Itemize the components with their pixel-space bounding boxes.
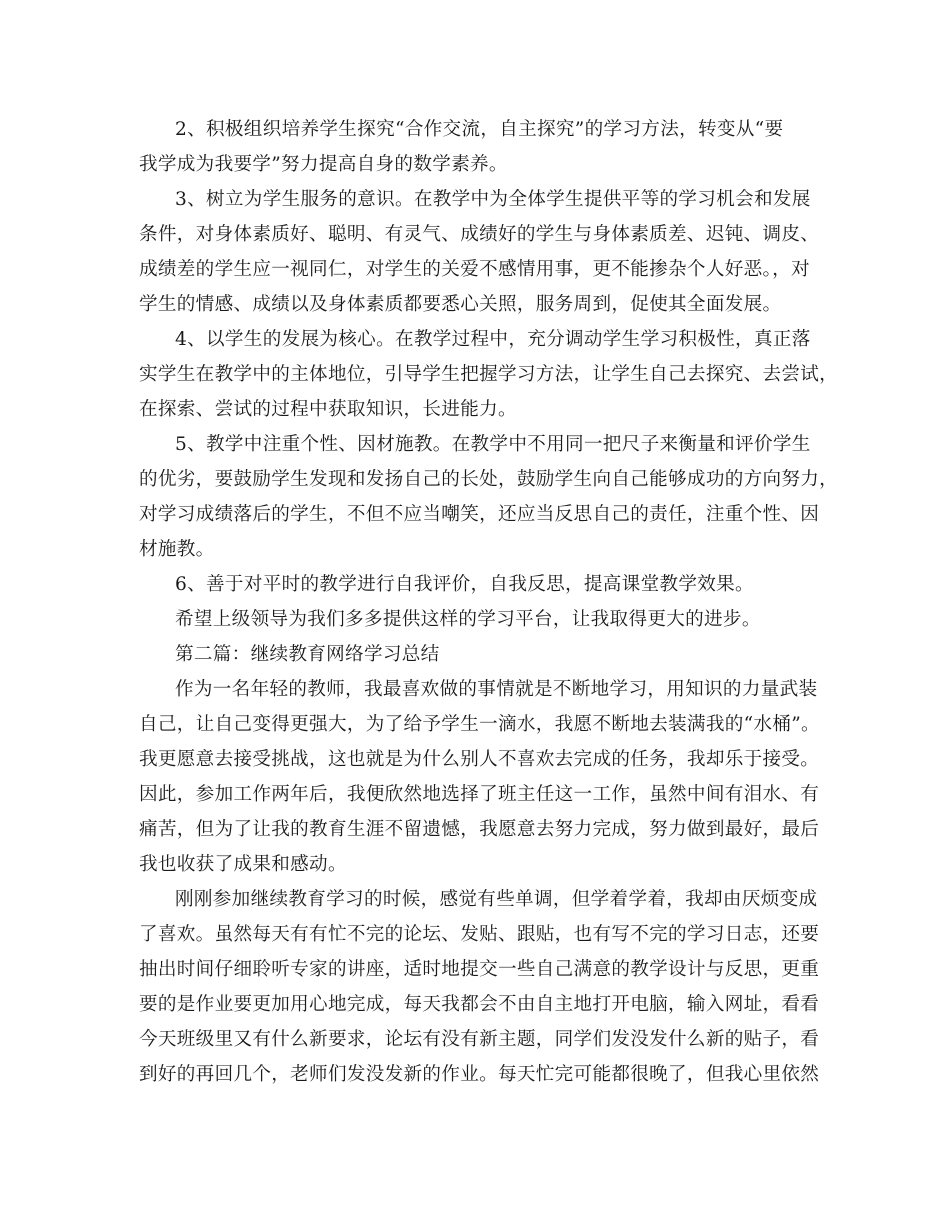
paragraph-line: 4、以学生的发展为核心。在教学过程中，充分调动学生学习积极性，真正落 — [175, 329, 811, 350]
paragraph-line: 刚刚参加继续教育学习的时候，感觉有些单调，但学着学着，我却由厌烦变成 — [175, 889, 818, 910]
paragraph-line: 我也收获了成果和感动。 — [139, 854, 347, 875]
paragraph-line: 因此，参加工作两年后，我便欣然地选择了班主任这一工作，虽然中间有泪水、有 — [139, 784, 820, 805]
paragraph-line: 自己，让自己变得更强大，为了给予学生一滴水，我愿不断地去装满我的“水桶”。 — [139, 714, 820, 735]
paragraph-line: 我更愿意去接受挑战，这也就是为什么别人不喜欢去完成的任务，我却乐于接受。 — [139, 749, 820, 770]
paragraph-line: 材施教。 — [139, 539, 215, 560]
paragraph-line: 在探索、尝试的过程中获取知识，长进能力。 — [139, 399, 517, 420]
paragraph-line: 要的是作业要更加用心地完成，每天我都会不由自主地打开电脑，输入网址，看看 — [139, 994, 820, 1015]
paragraph-line: 成绩差的学生应一视同仁，对学生的关爱不感情用事，更不能掺杂个人好恶。，对 — [139, 259, 810, 280]
paragraph-line: 实学生在教学中的主体地位，引导学生把握学习方法，让学生自己去探究、去尝试， — [139, 364, 839, 385]
paragraph-line: 学生的情感、成绩以及身体素质都要悉心关照，服务周到，促使其全面发展。 — [139, 294, 782, 315]
paragraph-line: 今天班级里又有什么新要求，论坛有没有新主题，同学们发没发什么新的贴子，看 — [139, 1029, 820, 1050]
paragraph-line: 作为一名年轻的教师，我最喜欢做的事情就是不断地学习，用知识的力量武装 — [175, 679, 818, 700]
paragraph-line: 2、积极组织培养学生探究“合作交流，自主探究”的学习方法，转变从“要 — [175, 119, 784, 140]
paragraph-line: 希望上级领导为我们多多提供这样的学习平台，让我取得更大的进步。 — [175, 609, 761, 630]
paragraph-line: 条件，对身体素质好、聪明、有灵气、成绩好的学生与身体素质差、迟钝、调皮、 — [139, 224, 820, 245]
paragraph-line: 抽出时间仔细聆听专家的讲座，适时地提交一些自己满意的教学设计与反思，更重 — [139, 959, 820, 980]
paragraph-line: 对学习成绩落后的学生，不但不应当嘲笑，还应当反思自己的责任，注重个性、因 — [139, 504, 820, 525]
paragraph-line: 我学成为我要学”努力提高自身的数学素养。 — [139, 154, 508, 175]
paragraph-line: 到好的再回几个，老师们发没发新的作业。每天忙完可能都很晚了，但我心里依然 — [139, 1064, 820, 1085]
paragraph-line: 痛苦，但为了让我的教育生涯不留遗憾，我愿意去努力完成，努力做到最好，最后 — [139, 819, 820, 840]
paragraph-line: 的优劣，要鼓励学生发现和发扬自己的长处，鼓励学生向自己能够成功的方向努力， — [139, 469, 839, 490]
paragraph-line: 了喜欢。虽然每天有有忙不完的论坛、发贴、跟贴，也有写不完的学习日志，还要 — [139, 924, 820, 945]
paragraph-line: 3、树立为学生服务的意识。在教学中为全体学生提供平等的学习机会和发展 — [175, 189, 811, 210]
paragraph-line: 5、教学中注重个性、因材施教。在教学中不用同一把尺子来衡量和评价学生 — [175, 434, 811, 455]
section-heading: 第二篇：继续教育网络学习总结 — [175, 644, 440, 665]
paragraph-line: 6、善于对平时的教学进行自我评价，自我反思，提高课堂教学效果。 — [175, 574, 754, 595]
